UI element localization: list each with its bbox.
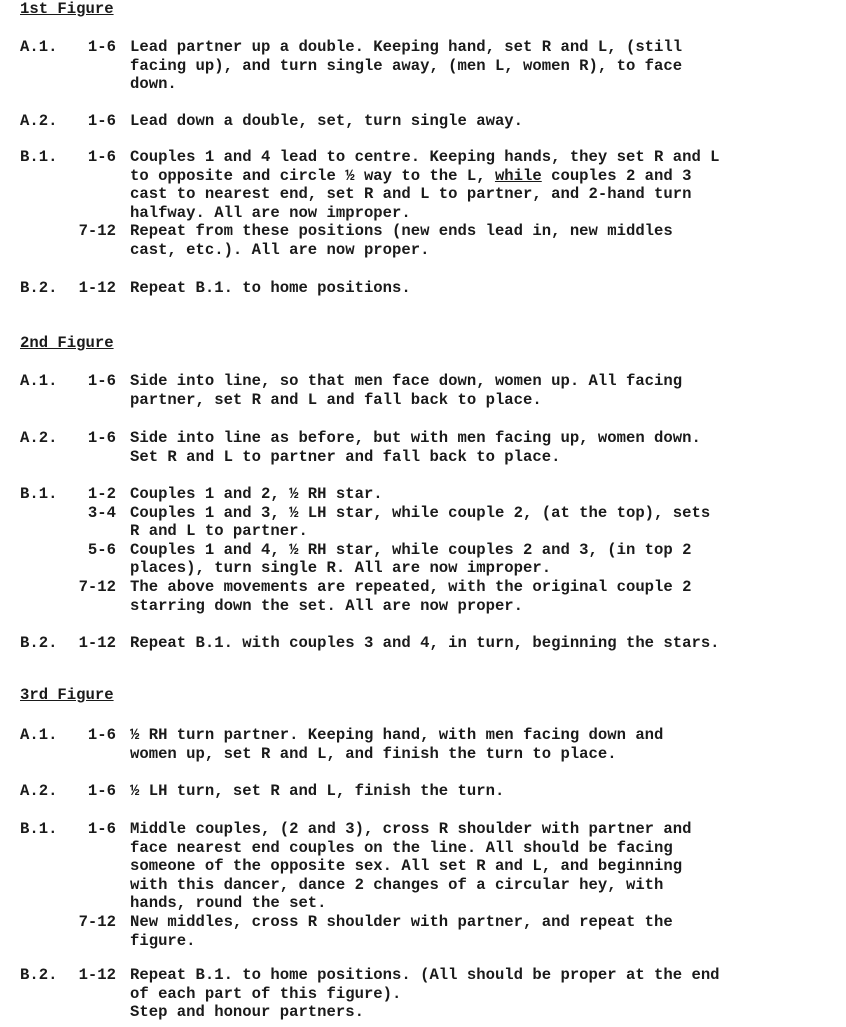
instruction-line: The above movements are repeated, with the original couple 2 [130, 577, 692, 596]
instruction-line: cast, etc.). All are now proper. [130, 240, 430, 259]
bar-range: 1-6 [87, 112, 116, 130]
instruction-line: Set R and L to partner and fall back to place. [130, 447, 561, 466]
instruction-line: down. [130, 75, 177, 94]
instruction-line: ½ RH turn partner. Keeping hand, with men facing down and [130, 726, 664, 744]
instruction-line: someone of the opposite sex. All set R and L, and beginning [130, 857, 683, 876]
instruction-line: face nearest end couples on the line. All should be facing [130, 838, 673, 857]
instruction-line: Lead partner up a double. Keeping hand, set R and L, (still [130, 38, 683, 56]
instruction-line: Repeat B.1. to home positions. [130, 279, 411, 297]
instruction-line: women up, set R and L, and finish the turn to place. [130, 744, 617, 763]
instruction-line: halfway. All are now improper. [130, 203, 411, 222]
figure-3-section-a2 [0, 782, 846, 801]
figure-3-section-b1 [0, 820, 846, 950]
instruction-line: partner, set R and L and fall back to place. [130, 390, 542, 409]
figure-1-section-a1 [0, 38, 846, 94]
instruction-line: figure. [130, 931, 196, 950]
instruction-line: ½ LH turn, set R and L, finish the turn. [130, 782, 505, 800]
bar-range: 1-2 [87, 485, 116, 503]
section-label: A.2. [20, 429, 58, 447]
bar-range: 5-6 [87, 540, 116, 559]
bar-range: 1-6 [87, 148, 116, 166]
instruction-line: Middle couples, (2 and 3), cross R shoulder with partner and [130, 820, 692, 838]
section-label: A.1. [20, 38, 58, 56]
figure-1-section-b1 [0, 148, 846, 260]
instruction-line: Side into line as before, but with men facing up, women down. [130, 429, 701, 447]
figure-2-section-b2 [0, 634, 846, 653]
section-label: B.2. [20, 279, 58, 297]
bar-range: 1-6 [87, 820, 116, 838]
section-label: A.1. [20, 372, 58, 390]
figure-2-title: 2nd Figure [20, 334, 114, 352]
figure-1-section-b2 [0, 279, 846, 298]
section-label: B.1. [20, 820, 58, 838]
instruction-line: Couples 1 and 4 lead to centre. Keeping hands, they set R and L [130, 148, 720, 166]
figure-2-section-a1 [0, 372, 846, 409]
section-label: B.1. [20, 485, 58, 503]
figure-3-section-a1 [0, 726, 846, 763]
bar-range: 1-6 [87, 726, 116, 744]
instruction-line: cast to nearest end, set R and L to partner, and 2-hand turn [130, 185, 692, 204]
instruction-line: hands, round the set. [130, 894, 327, 913]
bar-range: 1-12 [78, 966, 116, 984]
instruction-line: Repeat B.1. with couples 3 and 4, in turn, beginning the stars. [130, 634, 720, 652]
instruction-line: Repeat from these positions (new ends lead in, new middles [130, 222, 673, 241]
instruction-line: Repeat B.1. to home positions. (All should be proper at the end [130, 966, 720, 984]
section-label: A.2. [20, 112, 58, 130]
instruction-line: R and L to partner. [130, 522, 308, 541]
bar-range: 7-12 [78, 222, 116, 241]
figure-2-section-a2 [0, 429, 846, 466]
instruction-line: Step and honour partners. [130, 1003, 364, 1022]
figure-3-title: 3rd Figure [20, 686, 114, 704]
instruction-line: New middles, cross R shoulder with partner, and repeat the [130, 912, 673, 931]
instruction-line: Couples 1 and 2, ½ RH star. [130, 485, 383, 503]
instruction-line: places), turn single R. All are now improper. [130, 559, 552, 578]
bar-range: 1-12 [78, 279, 116, 297]
bar-range: 1-6 [87, 782, 116, 800]
instruction-line: Couples 1 and 3, ½ LH star, while couple 2, (at the top), sets [130, 503, 711, 522]
instruction-line: Lead down a double, set, turn single away. [130, 112, 524, 130]
figure-1-title: 1st Figure [20, 0, 114, 18]
bar-range: 7-12 [78, 912, 116, 931]
figure-1-section-a2 [0, 112, 846, 131]
bar-range: 1-6 [87, 372, 116, 390]
instruction-line: with this dancer, dance 2 changes of a circular hey, with [130, 875, 664, 894]
instruction-line: Side into line, so that men face down, women up. All facing [130, 372, 683, 390]
section-label: B.1. [20, 148, 58, 166]
section-label: A.1. [20, 726, 58, 744]
bar-range: 3-4 [87, 503, 116, 522]
bar-range: 1-12 [78, 634, 116, 652]
section-label: A.2. [20, 782, 58, 800]
instruction-line: of each part of this figure). [130, 984, 402, 1003]
figure-2-section-b1 [0, 485, 846, 615]
section-label: B.2. [20, 966, 58, 984]
bar-range: 1-6 [87, 429, 116, 447]
instruction-line: starring down the set. All are now proper. [130, 596, 524, 615]
instruction-line: to opposite and circle ½ way to the L, while couples 2 and 3 [130, 166, 692, 185]
instruction-line: Couples 1 and 4, ½ RH star, while couples 2 and 3, (in top 2 [130, 540, 692, 559]
bar-range: 1-6 [87, 38, 116, 56]
bar-range: 7-12 [78, 577, 116, 596]
instruction-line: facing up), and turn single away, (men L, women R), to face [130, 56, 683, 75]
section-label: B.2. [20, 634, 58, 652]
figure-3-section-b2 [0, 966, 846, 1022]
